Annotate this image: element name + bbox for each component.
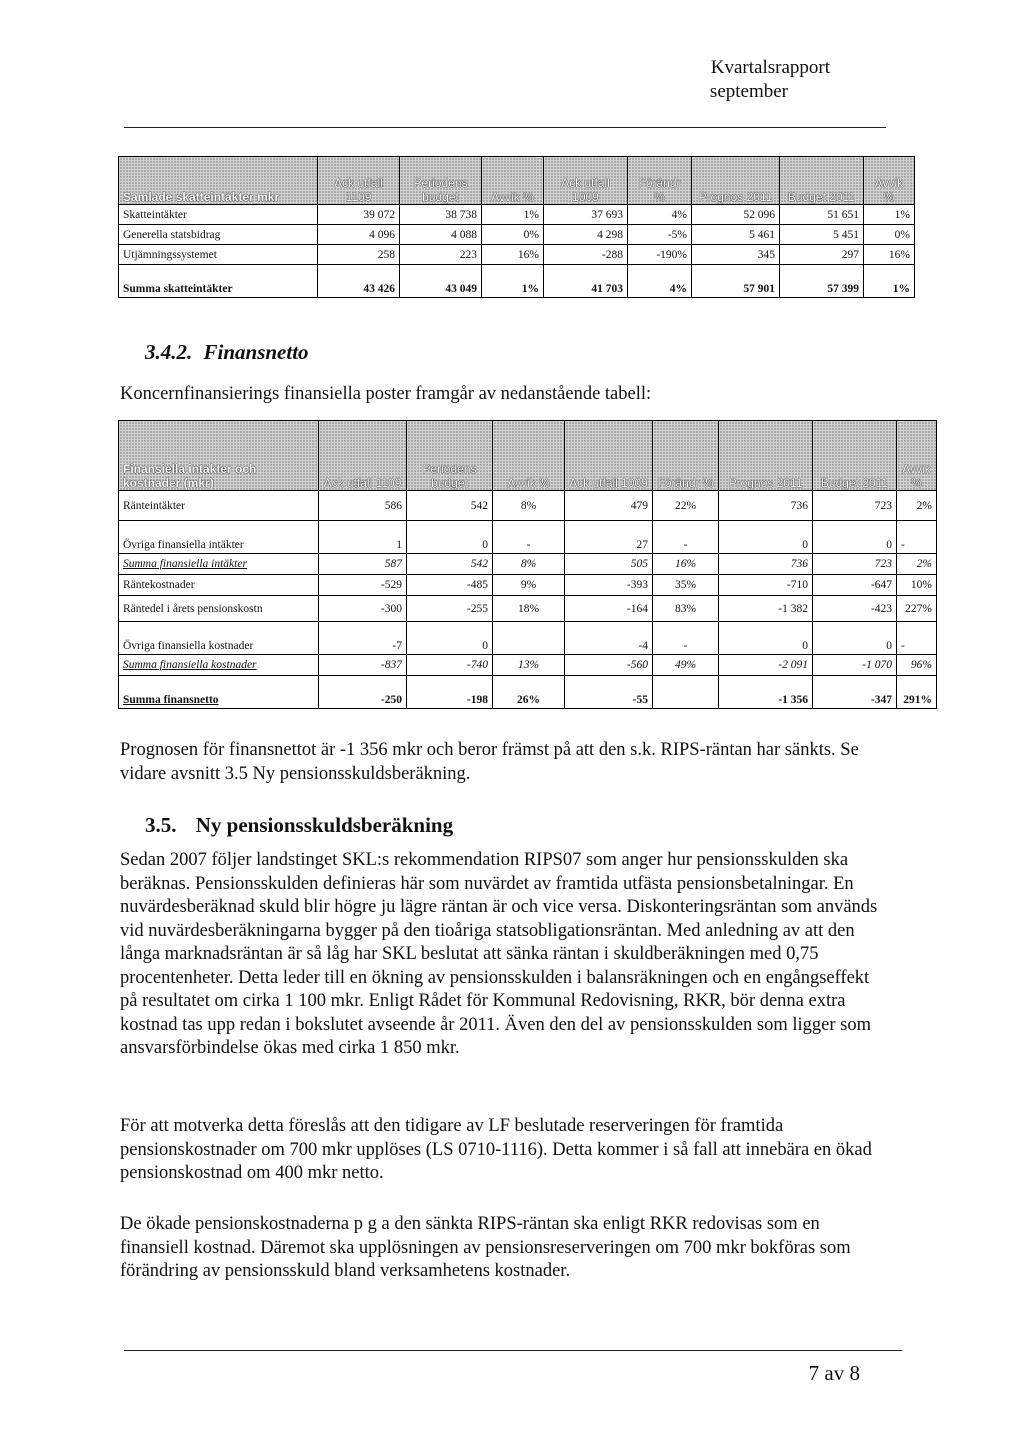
row-label: Summa finansnetto: [119, 676, 319, 709]
column-header: Prognos 2011: [719, 421, 813, 491]
table-cell: 27: [565, 521, 653, 554]
table-cell: -560: [565, 655, 653, 676]
table-cell: -: [653, 521, 719, 554]
table-total-row: [119, 676, 937, 709]
table-row: [119, 575, 937, 596]
table-cell: 0: [407, 521, 493, 554]
table-cell: [493, 622, 565, 655]
table-header-row: [119, 421, 937, 491]
column-header: Avvik %: [482, 157, 544, 205]
column-header: Budget 2011: [813, 421, 897, 491]
table-cell: 227%: [897, 596, 937, 622]
table-cell: 39 072: [318, 205, 400, 225]
table-cell: 291%: [897, 676, 937, 709]
tax-revenue-table: [118, 156, 915, 298]
column-header: Avvik %: [864, 157, 915, 205]
column-header: Periodens budget: [407, 421, 493, 491]
table-cell: -1 382: [719, 596, 813, 622]
table-cell: 26%: [493, 676, 565, 709]
column-header: Ack utfall 1009: [565, 421, 653, 491]
row-label: Summa finansiella intäkter: [119, 554, 319, 575]
table-cell: -347: [813, 676, 897, 709]
table-cell: 41 703: [544, 265, 628, 298]
table-cell: 4%: [628, 205, 692, 225]
table-cell: 1%: [482, 205, 544, 225]
table-cell: 10%: [897, 575, 937, 596]
table-cell: 16%: [482, 245, 544, 265]
table-cell: 542: [407, 491, 493, 521]
row-label: Övriga finansiella intäkter: [119, 521, 319, 554]
table-cell: -2 091: [719, 655, 813, 676]
table-cell: 5 461: [692, 225, 780, 245]
table-cell: 586: [319, 491, 407, 521]
table-cell: -710: [719, 575, 813, 596]
table-cell: 345: [692, 245, 780, 265]
column-header: Budget 2011: [780, 157, 864, 205]
table-cell: 723: [813, 554, 897, 575]
column-header: Ack utfall 1109: [318, 157, 400, 205]
table-cell: 736: [719, 491, 813, 521]
table-cell: -: [897, 622, 937, 655]
table-cell: 49%: [653, 655, 719, 676]
section-number: 3.4.2.: [145, 340, 193, 364]
section-heading-finansnetto: [145, 339, 309, 365]
table-cell: 37 693: [544, 205, 628, 225]
row-label: Räntekostnader: [119, 575, 319, 596]
table-cell: -1 070: [813, 655, 897, 676]
table-cell: -740: [407, 655, 493, 676]
table-cell: -485: [407, 575, 493, 596]
table-subtotal-row: [119, 655, 937, 676]
table-cell: 0: [813, 521, 897, 554]
column-header: Ack utfall 1109: [319, 421, 407, 491]
page-number: 7 av 8: [808, 1361, 860, 1385]
table-cell: -393: [565, 575, 653, 596]
table-row: [119, 596, 937, 622]
table-cell: 0%: [482, 225, 544, 245]
table-cell: 2%: [897, 491, 937, 521]
table-cell: 8%: [493, 554, 565, 575]
pension-paragraph-2: För att motverka detta föreslås att den tidigare av LF beslutade reserveringen för framtida pensionskostnader om 700 mkr upplöses (LS 0710-1116). Detta kommer i så fall att innebära en ökad pensionskostnad om 400 mkr netto.: [120, 1116, 872, 1183]
column-header: Periodens budget: [400, 157, 482, 205]
table-cell: 43 426: [318, 265, 400, 298]
table-cell: 5 451: [780, 225, 864, 245]
table-cell: 1%: [482, 265, 544, 298]
table-cell: -647: [813, 575, 897, 596]
section-number: 3.5.: [145, 813, 177, 837]
column-header: Förändr %: [628, 157, 692, 205]
table-row: [119, 622, 937, 655]
column-header: Förändr %: [653, 421, 719, 491]
table-cell: [653, 676, 719, 709]
table-cell: 9%: [493, 575, 565, 596]
table-cell: 297: [780, 245, 864, 265]
table-cell: 542: [407, 554, 493, 575]
pension-paragraph-3: De ökade pensionskostnaderna p g a den sänkta RIPS-räntan ska enligt RKR redovisas som en finansiell kostnad. Däremot ska upplösningen av pensionsreserveringen om 700 mkr bokföras som förändring av pensionsskuld bland verksamhetens kostnader.: [120, 1214, 851, 1281]
table-cell: -4: [565, 622, 653, 655]
table-cell: -5%: [628, 225, 692, 245]
table-cell: 4 298: [544, 225, 628, 245]
table-cell: 13%: [493, 655, 565, 676]
pension-paragraph-1: Sedan 2007 följer landstinget SKL:s rekommendation RIPS07 som anger hur pensionsskulden ska beräknas. Pensionsskulden definieras här som nuvärdet av framtida utfästa pensionsbetalningar. En nuvärdesberäknad skuld blir högre ju lägre räntan är och vice versa. Diskonteringsräntan som används vid nuvärdesberäkningarna bygger på den tioåriga statsobligationsräntan. Med anledning av att den långa marknadsräntan är så låg har SKL beslutat att sänka räntan i skuldberäkningen med 0,75 procentenheter. Detta leder till en ökning av pensionsskulden i balansräkningen och en engångseffekt på resultatet om cirka 1 100 mkr. Enligt Rådet för Kommunal Redovisning, RKR, bör denna extra kostnad tas upp redan i bokslutet avseende år 2011. Även den del av pensionsskulden som ligger som ansvarsförbindelse ökas med cirka 1 850 mkr.: [120, 850, 878, 1058]
table-header-row: [119, 157, 915, 205]
table-cell: 258: [318, 245, 400, 265]
table-cell: -190%: [628, 245, 692, 265]
column-header: Avvik %: [897, 421, 937, 491]
row-label: Generella statsbidrag: [119, 225, 318, 245]
table-cell: 587: [319, 554, 407, 575]
column-header: Avvik %: [493, 421, 565, 491]
row-label: Utjämningssystemet: [119, 245, 318, 265]
prognos-paragraph: Prognosen för finansnettot är -1 356 mkr och beror främst på att den s.k. RIPS-räntan har sänkts. Se vidare avsnitt 3.5 Ny pensionsskuldsberäkning.: [120, 740, 859, 784]
table-cell: -288: [544, 245, 628, 265]
header-divider: [124, 127, 886, 128]
row-label: Ränteintäkter: [119, 491, 319, 521]
table-cell: 52 096: [692, 205, 780, 225]
report-title: Kvartalsrapport: [710, 57, 830, 78]
table-row: [119, 205, 915, 225]
table-cell: 1%: [864, 205, 915, 225]
table-cell: 0: [813, 622, 897, 655]
table-cell: 0%: [864, 225, 915, 245]
table-cell: -529: [319, 575, 407, 596]
table-subtotal-row: [119, 554, 937, 575]
table-cell: -: [653, 622, 719, 655]
row-label: Summa skatteintäkter: [119, 265, 318, 298]
table-cell: 4%: [628, 265, 692, 298]
footer-divider: [124, 1350, 902, 1351]
table-cell: 0: [719, 622, 813, 655]
table-row: [119, 521, 937, 554]
table-cell: 2%: [897, 554, 937, 575]
table-cell: -300: [319, 596, 407, 622]
table-total-row: [119, 265, 915, 298]
table-cell: 0: [407, 622, 493, 655]
row-label: Skatteintäkter: [119, 205, 318, 225]
table-cell: 479: [565, 491, 653, 521]
table-cell: -164: [565, 596, 653, 622]
table-cell: 51 651: [780, 205, 864, 225]
column-header: Finansiella intäkter och kostnader (mkr): [119, 421, 319, 491]
report-period: september: [709, 81, 788, 102]
table-cell: 57 399: [780, 265, 864, 298]
table-cell: 736: [719, 554, 813, 575]
row-label: Räntedel i årets pensionskostn: [119, 596, 319, 622]
table-cell: 57 901: [692, 265, 780, 298]
table-cell: 1: [319, 521, 407, 554]
table-row: [119, 225, 915, 245]
table-cell: 16%: [653, 554, 719, 575]
table-cell: -837: [319, 655, 407, 676]
table-cell: 0: [719, 521, 813, 554]
table-cell: -255: [407, 596, 493, 622]
section-title: Ny pensionsskuldsberäkning: [195, 813, 454, 837]
table-cell: 8%: [493, 491, 565, 521]
table-cell: 22%: [653, 491, 719, 521]
column-header: Samlade skatteintäkter mkr: [119, 157, 318, 205]
table-cell: 223: [400, 245, 482, 265]
table-cell: 723: [813, 491, 897, 521]
table-cell: -55: [565, 676, 653, 709]
section-heading-pension: [145, 812, 453, 838]
table-cell: 505: [565, 554, 653, 575]
table-cell: 4 088: [400, 225, 482, 245]
table-cell: 96%: [897, 655, 937, 676]
table-cell: -1 356: [719, 676, 813, 709]
table-row: [119, 491, 937, 521]
table-cell: -250: [319, 676, 407, 709]
table-cell: 83%: [653, 596, 719, 622]
column-header: Prognos 2011: [692, 157, 780, 205]
table-cell: -198: [407, 676, 493, 709]
table-cell: 43 049: [400, 265, 482, 298]
table-cell: -: [493, 521, 565, 554]
table-cell: 18%: [493, 596, 565, 622]
column-header: Ack utfall 1009: [544, 157, 628, 205]
section-title: Finansnetto: [203, 340, 309, 364]
table-cell: 35%: [653, 575, 719, 596]
table-cell: -423: [813, 596, 897, 622]
table-cell: -: [897, 521, 937, 554]
table-cell: 1%: [864, 265, 915, 298]
table-cell: -7: [319, 622, 407, 655]
table-cell: 16%: [864, 245, 915, 265]
table-row: [119, 245, 915, 265]
row-label: Summa finansiella kostnader: [119, 655, 319, 676]
table-cell: 38 738: [400, 205, 482, 225]
financial-items-table: [118, 420, 937, 709]
row-label: Övriga finansiella kostnader: [119, 622, 319, 655]
finansnetto-intro: Koncernfinansierings finansiella poster framgår av nedanstående tabell:: [120, 384, 652, 404]
table-cell: 4 096: [318, 225, 400, 245]
